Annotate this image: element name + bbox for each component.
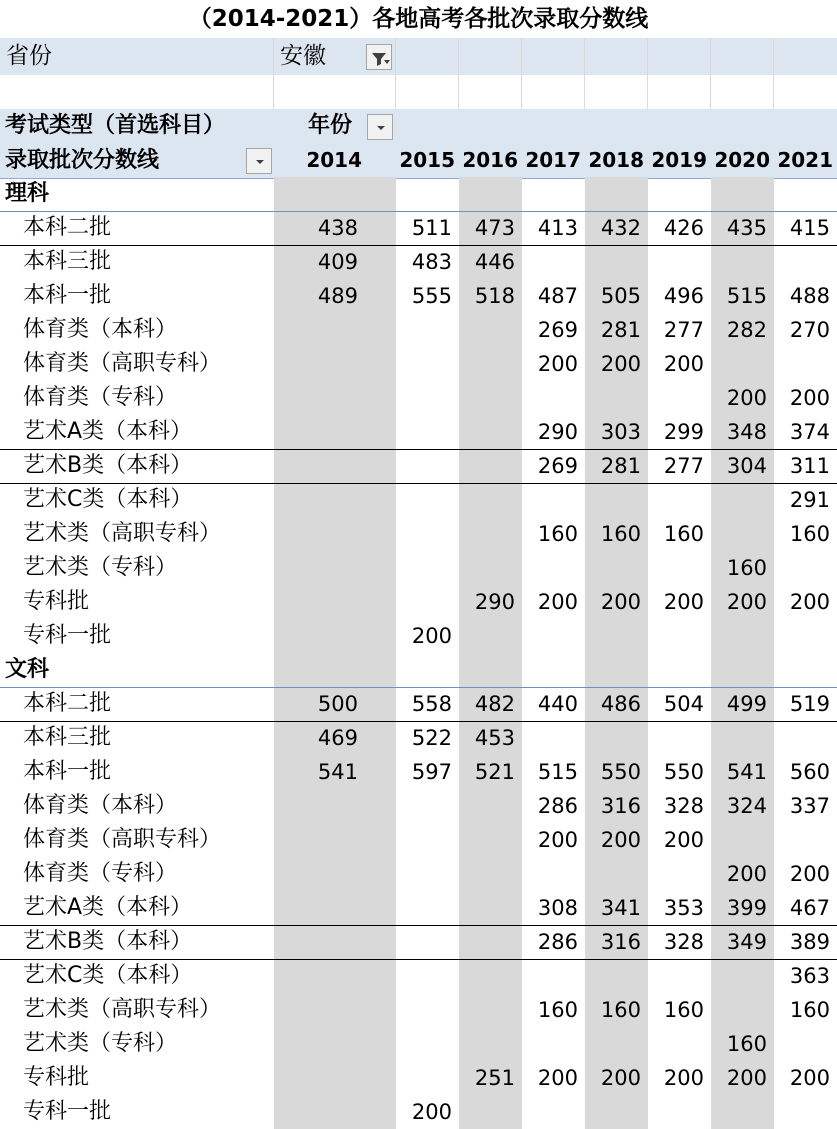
score-cell[interactable]: 200 bbox=[411, 624, 452, 648]
year-header: 2019 bbox=[651, 148, 707, 172]
table-row[interactable] bbox=[0, 551, 837, 585]
score-cell[interactable] bbox=[396, 517, 459, 551]
score-cell[interactable] bbox=[459, 347, 522, 381]
score-cell[interactable]: 519 bbox=[789, 692, 830, 716]
score-cell[interactable]: 432 bbox=[585, 211, 648, 245]
table-row[interactable] bbox=[0, 721, 837, 755]
score-cell[interactable]: 489 bbox=[274, 279, 396, 313]
score-cell[interactable] bbox=[522, 245, 585, 279]
score-cell[interactable]: 200 bbox=[789, 386, 830, 410]
table-row[interactable] bbox=[0, 381, 837, 415]
score-cell[interactable]: 558 bbox=[411, 692, 452, 716]
table-row[interactable] bbox=[0, 313, 837, 347]
score-cell[interactable] bbox=[522, 959, 585, 993]
table-row[interactable] bbox=[0, 619, 837, 653]
score-cell[interactable] bbox=[459, 993, 522, 1027]
score-cell[interactable]: 389 bbox=[789, 930, 830, 954]
score-cell[interactable]: 200 bbox=[711, 381, 774, 415]
score-cell[interactable] bbox=[459, 891, 522, 925]
score-cell[interactable]: 200 bbox=[411, 1100, 452, 1124]
score-cell[interactable] bbox=[459, 1027, 522, 1061]
blank-row bbox=[0, 75, 837, 109]
batch-label: 体育类（高职专科） bbox=[23, 827, 222, 852]
table-row[interactable] bbox=[0, 415, 837, 449]
score-cell[interactable] bbox=[274, 857, 396, 891]
table-row[interactable] bbox=[0, 585, 837, 619]
batch-label: 体育类（本科） bbox=[23, 793, 178, 818]
score-cell[interactable]: 453 bbox=[459, 721, 522, 755]
batch-label: 本科二批 bbox=[23, 691, 112, 716]
score-cell[interactable]: 308 bbox=[537, 896, 578, 920]
batch-label: 艺术类（高职专科） bbox=[23, 997, 222, 1022]
table-row[interactable] bbox=[0, 891, 837, 925]
row-divider bbox=[0, 211, 837, 212]
score-cell[interactable]: 446 bbox=[459, 245, 522, 279]
score-cell[interactable] bbox=[274, 517, 396, 551]
score-cell[interactable]: 200 bbox=[663, 1066, 704, 1090]
year-field-header: 年份 bbox=[308, 113, 353, 138]
score-cell[interactable]: 555 bbox=[411, 284, 452, 308]
score-cell[interactable] bbox=[274, 1061, 396, 1095]
score-cell[interactable] bbox=[711, 245, 774, 279]
score-cell[interactable]: 328 bbox=[663, 930, 704, 954]
score-cell[interactable]: 337 bbox=[789, 794, 830, 818]
score-cell[interactable]: 499 bbox=[711, 687, 774, 721]
filter-active-icon[interactable] bbox=[366, 44, 392, 70]
score-cell[interactable] bbox=[274, 449, 396, 483]
sheet-title: （2014-2021）各地高考各批次录取分数线 bbox=[188, 6, 649, 32]
score-cell[interactable]: 200 bbox=[663, 828, 704, 852]
score-cell[interactable] bbox=[459, 551, 522, 585]
score-cell[interactable]: 473 bbox=[459, 211, 522, 245]
group-label: 理科 bbox=[5, 181, 50, 206]
score-cell[interactable] bbox=[396, 857, 459, 891]
score-cell[interactable] bbox=[459, 449, 522, 483]
score-cell[interactable]: 200 bbox=[663, 590, 704, 614]
score-cell[interactable]: 505 bbox=[585, 279, 648, 313]
score-cell[interactable] bbox=[711, 993, 774, 1027]
score-cell[interactable] bbox=[774, 823, 837, 857]
score-cell[interactable] bbox=[396, 381, 459, 415]
filter-label: 省份 bbox=[0, 38, 274, 75]
score-cell[interactable] bbox=[585, 1027, 648, 1061]
score-cell[interactable]: 200 bbox=[711, 857, 774, 891]
batch-label: 本科一批 bbox=[23, 759, 112, 784]
batch-label: 专科一批 bbox=[23, 623, 112, 648]
batch-label: 本科二批 bbox=[23, 215, 112, 240]
row-divider bbox=[0, 925, 837, 926]
score-cell[interactable]: 270 bbox=[789, 318, 830, 342]
filter-value: 安徽 bbox=[280, 43, 326, 69]
score-cell[interactable]: 200 bbox=[537, 1066, 578, 1090]
table-row[interactable] bbox=[0, 449, 837, 483]
score-cell[interactable] bbox=[585, 619, 648, 653]
batch-label: 专科批 bbox=[23, 1065, 90, 1090]
score-cell[interactable]: 160 bbox=[585, 993, 648, 1027]
batch-field-header: 录取批次分数线 bbox=[5, 148, 160, 173]
score-cell[interactable]: 324 bbox=[711, 789, 774, 823]
batch-label: 体育类（本科） bbox=[23, 317, 178, 342]
score-cell[interactable] bbox=[585, 483, 648, 517]
score-cell[interactable]: 200 bbox=[537, 828, 578, 852]
year-header: 2016 bbox=[462, 148, 518, 172]
score-cell[interactable]: 328 bbox=[663, 794, 704, 818]
score-cell[interactable]: 160 bbox=[585, 517, 648, 551]
group-row[interactable] bbox=[0, 177, 837, 211]
score-cell[interactable]: 304 bbox=[711, 449, 774, 483]
score-cell[interactable]: 482 bbox=[459, 687, 522, 721]
score-cell[interactable] bbox=[396, 823, 459, 857]
score-cell[interactable]: 277 bbox=[663, 454, 704, 478]
score-cell[interactable]: 286 bbox=[537, 930, 578, 954]
score-cell[interactable] bbox=[459, 959, 522, 993]
batch-label: 体育类（高职专科） bbox=[23, 351, 222, 376]
score-cell[interactable] bbox=[648, 959, 711, 993]
score-cell[interactable] bbox=[396, 993, 459, 1027]
score-cell[interactable] bbox=[396, 789, 459, 823]
score-cell[interactable]: 200 bbox=[789, 862, 830, 886]
batch-dropdown-icon[interactable] bbox=[246, 148, 272, 174]
exam-type-header: 考试类型（首选科目） bbox=[5, 113, 226, 138]
score-cell[interactable]: 200 bbox=[789, 1066, 830, 1090]
score-cell[interactable] bbox=[711, 959, 774, 993]
filter-row bbox=[0, 38, 837, 75]
score-cell[interactable] bbox=[459, 789, 522, 823]
score-cell[interactable] bbox=[522, 619, 585, 653]
table-row[interactable] bbox=[0, 1061, 837, 1095]
score-cell[interactable]: 160 bbox=[663, 522, 704, 546]
score-cell[interactable]: 413 bbox=[537, 216, 578, 240]
score-cell[interactable] bbox=[585, 245, 648, 279]
batch-label: 艺术A类（本科） bbox=[23, 419, 193, 444]
header-row-1 bbox=[0, 109, 837, 143]
score-cell[interactable] bbox=[648, 721, 711, 755]
score-cell[interactable] bbox=[648, 619, 711, 653]
score-cell[interactable] bbox=[459, 1095, 522, 1129]
score-cell[interactable] bbox=[459, 857, 522, 891]
score-cell[interactable] bbox=[396, 347, 459, 381]
score-cell[interactable]: 597 bbox=[411, 760, 452, 784]
score-cell[interactable] bbox=[396, 1061, 459, 1095]
score-cell[interactable] bbox=[274, 823, 396, 857]
score-cell[interactable]: 281 bbox=[585, 313, 648, 347]
score-cell[interactable] bbox=[396, 551, 459, 585]
score-cell[interactable]: 160 bbox=[537, 522, 578, 546]
batch-label: 本科一批 bbox=[23, 283, 112, 308]
score-cell[interactable]: 349 bbox=[711, 925, 774, 959]
row-divider bbox=[0, 959, 837, 960]
score-cell[interactable]: 286 bbox=[537, 794, 578, 818]
score-cell[interactable]: 160 bbox=[789, 998, 830, 1022]
score-cell[interactable]: 200 bbox=[711, 585, 774, 619]
score-cell[interactable]: 160 bbox=[663, 998, 704, 1022]
score-cell[interactable] bbox=[774, 1027, 837, 1061]
batch-label: 艺术B类（本科） bbox=[23, 453, 193, 478]
score-cell[interactable] bbox=[585, 1095, 648, 1129]
header-row-2 bbox=[0, 143, 837, 179]
batch-label: 本科三批 bbox=[23, 249, 112, 274]
score-cell[interactable] bbox=[774, 619, 837, 653]
score-cell[interactable]: 290 bbox=[459, 585, 522, 619]
score-cell[interactable] bbox=[711, 1095, 774, 1129]
score-cell[interactable]: 415 bbox=[789, 216, 830, 240]
score-cell[interactable] bbox=[274, 415, 396, 449]
score-cell[interactable]: 522 bbox=[411, 726, 452, 750]
score-cell[interactable] bbox=[522, 381, 585, 415]
score-cell[interactable] bbox=[396, 449, 459, 483]
score-cell[interactable] bbox=[459, 381, 522, 415]
score-cell[interactable]: 200 bbox=[537, 590, 578, 614]
score-cell[interactable]: 281 bbox=[585, 449, 648, 483]
table-row[interactable] bbox=[0, 789, 837, 823]
score-cell[interactable]: 269 bbox=[537, 454, 578, 478]
score-cell[interactable] bbox=[522, 551, 585, 585]
batch-label: 专科一批 bbox=[23, 1099, 112, 1124]
score-cell[interactable]: 341 bbox=[585, 891, 648, 925]
score-cell[interactable]: 353 bbox=[663, 896, 704, 920]
table-row[interactable] bbox=[0, 347, 837, 381]
score-cell[interactable] bbox=[711, 483, 774, 517]
score-cell[interactable]: 160 bbox=[789, 522, 830, 546]
score-cell[interactable] bbox=[711, 517, 774, 551]
score-cell[interactable] bbox=[459, 313, 522, 347]
score-cell[interactable]: 541 bbox=[274, 755, 396, 789]
table-row[interactable] bbox=[0, 1027, 837, 1061]
score-cell[interactable]: 316 bbox=[585, 789, 648, 823]
score-cell[interactable]: 488 bbox=[789, 284, 830, 308]
score-cell[interactable] bbox=[396, 959, 459, 993]
row-divider bbox=[0, 687, 837, 688]
batch-label: 艺术类（高职专科） bbox=[23, 521, 222, 546]
score-cell[interactable]: 515 bbox=[711, 279, 774, 313]
row-divider bbox=[0, 245, 837, 246]
score-cell[interactable] bbox=[396, 1027, 459, 1061]
batch-label: 艺术B类（本科） bbox=[23, 929, 193, 954]
year-header: 2018 bbox=[588, 148, 644, 172]
score-cell[interactable] bbox=[274, 789, 396, 823]
batch-label: 艺术类（专科） bbox=[23, 1031, 178, 1056]
score-cell[interactable] bbox=[459, 619, 522, 653]
score-cell[interactable]: 251 bbox=[459, 1061, 522, 1095]
score-cell[interactable]: 550 bbox=[585, 755, 648, 789]
score-cell[interactable] bbox=[522, 1027, 585, 1061]
score-cell[interactable]: 269 bbox=[537, 318, 578, 342]
table-row[interactable] bbox=[0, 925, 837, 959]
table-row[interactable] bbox=[0, 1095, 837, 1129]
score-cell[interactable]: 160 bbox=[537, 998, 578, 1022]
score-cell[interactable]: 200 bbox=[789, 590, 830, 614]
score-cell[interactable] bbox=[648, 381, 711, 415]
score-cell[interactable] bbox=[774, 347, 837, 381]
score-cell[interactable] bbox=[274, 1027, 396, 1061]
score-cell[interactable]: 316 bbox=[585, 925, 648, 959]
score-cell[interactable] bbox=[396, 585, 459, 619]
table-row[interactable] bbox=[0, 517, 837, 551]
score-cell[interactable]: 303 bbox=[585, 415, 648, 449]
row-divider bbox=[0, 449, 837, 450]
score-cell[interactable] bbox=[648, 551, 711, 585]
score-cell[interactable] bbox=[459, 415, 522, 449]
score-cell[interactable] bbox=[522, 857, 585, 891]
score-cell[interactable] bbox=[648, 857, 711, 891]
score-cell[interactable] bbox=[522, 1095, 585, 1129]
score-cell[interactable] bbox=[774, 1095, 837, 1129]
score-cell[interactable] bbox=[711, 721, 774, 755]
score-cell[interactable] bbox=[274, 585, 396, 619]
score-cell[interactable]: 277 bbox=[663, 318, 704, 342]
score-cell[interactable]: 426 bbox=[663, 216, 704, 240]
score-cell[interactable]: 291 bbox=[789, 488, 830, 512]
score-cell[interactable] bbox=[274, 483, 396, 517]
score-cell[interactable]: 511 bbox=[411, 216, 452, 240]
score-cell[interactable] bbox=[585, 721, 648, 755]
score-cell[interactable] bbox=[459, 925, 522, 959]
score-cell[interactable] bbox=[648, 1095, 711, 1129]
score-cell[interactable] bbox=[274, 347, 396, 381]
score-cell[interactable]: 200 bbox=[585, 823, 648, 857]
score-cell[interactable]: 200 bbox=[585, 585, 648, 619]
score-cell[interactable]: 541 bbox=[711, 755, 774, 789]
score-cell[interactable]: 487 bbox=[537, 284, 578, 308]
score-cell[interactable]: 399 bbox=[711, 891, 774, 925]
score-cell[interactable] bbox=[585, 381, 648, 415]
score-cell[interactable] bbox=[274, 925, 396, 959]
score-cell[interactable] bbox=[274, 959, 396, 993]
score-cell[interactable] bbox=[396, 313, 459, 347]
score-cell[interactable] bbox=[396, 891, 459, 925]
table-row[interactable] bbox=[0, 483, 837, 517]
table-row[interactable] bbox=[0, 279, 837, 313]
score-cell[interactable]: 486 bbox=[585, 687, 648, 721]
table-row[interactable] bbox=[0, 687, 837, 721]
score-cell[interactable]: 435 bbox=[711, 211, 774, 245]
score-cell[interactable]: 409 bbox=[274, 245, 396, 279]
batch-label: 艺术A类（本科） bbox=[23, 895, 193, 920]
score-cell[interactable] bbox=[396, 415, 459, 449]
score-cell[interactable] bbox=[459, 483, 522, 517]
score-cell[interactable]: 200 bbox=[663, 352, 704, 376]
score-cell[interactable]: 299 bbox=[663, 420, 704, 444]
score-cell[interactable] bbox=[711, 347, 774, 381]
batch-label: 专科批 bbox=[23, 589, 90, 614]
score-cell[interactable] bbox=[585, 551, 648, 585]
score-cell[interactable]: 363 bbox=[789, 964, 830, 988]
batch-label: 艺术C类（本科） bbox=[23, 963, 193, 988]
score-cell[interactable]: 440 bbox=[537, 692, 578, 716]
table-row[interactable] bbox=[0, 857, 837, 891]
score-cell[interactable]: 560 bbox=[789, 760, 830, 784]
year-dropdown-icon[interactable] bbox=[367, 114, 393, 140]
score-cell[interactable]: 200 bbox=[585, 1061, 648, 1095]
batch-label: 体育类（专科） bbox=[23, 385, 178, 410]
year-header: 2015 bbox=[399, 148, 455, 172]
score-cell[interactable]: 282 bbox=[711, 313, 774, 347]
score-cell[interactable] bbox=[459, 823, 522, 857]
table-row[interactable] bbox=[0, 993, 837, 1027]
batch-label: 本科三批 bbox=[23, 725, 112, 750]
filter-value-cell[interactable] bbox=[274, 38, 396, 75]
batch-label: 艺术类（专科） bbox=[23, 555, 178, 580]
score-cell[interactable] bbox=[774, 245, 837, 279]
score-cell[interactable] bbox=[648, 483, 711, 517]
score-cell[interactable] bbox=[648, 1027, 711, 1061]
score-cell[interactable]: 438 bbox=[274, 211, 396, 245]
row-divider bbox=[0, 721, 837, 722]
score-cell[interactable]: 200 bbox=[711, 1061, 774, 1095]
score-cell[interactable]: 496 bbox=[663, 284, 704, 308]
year-header: 2017 bbox=[525, 148, 581, 172]
score-cell[interactable] bbox=[522, 721, 585, 755]
score-cell[interactable] bbox=[585, 857, 648, 891]
score-cell[interactable]: 290 bbox=[537, 420, 578, 444]
score-cell[interactable] bbox=[774, 551, 837, 585]
score-cell[interactable] bbox=[774, 721, 837, 755]
batch-label: 艺术C类（本科） bbox=[23, 487, 193, 512]
score-cell[interactable] bbox=[522, 483, 585, 517]
batch-label: 体育类（专科） bbox=[23, 861, 178, 886]
score-cell[interactable] bbox=[274, 313, 396, 347]
group-row[interactable] bbox=[0, 653, 837, 687]
table-row[interactable] bbox=[0, 755, 837, 789]
score-cell[interactable] bbox=[396, 925, 459, 959]
score-cell[interactable] bbox=[274, 993, 396, 1027]
score-cell[interactable] bbox=[274, 1095, 396, 1129]
score-cell[interactable]: 521 bbox=[459, 755, 522, 789]
table-row[interactable] bbox=[0, 245, 837, 279]
score-cell[interactable] bbox=[274, 551, 396, 585]
score-cell[interactable]: 483 bbox=[411, 250, 452, 274]
year-header: 2014 bbox=[306, 148, 362, 172]
score-cell[interactable]: 500 bbox=[274, 687, 396, 721]
score-cell[interactable] bbox=[711, 823, 774, 857]
score-cell[interactable]: 467 bbox=[789, 896, 830, 920]
score-cell[interactable] bbox=[711, 619, 774, 653]
score-cell[interactable]: 348 bbox=[711, 415, 774, 449]
table-row[interactable] bbox=[0, 959, 837, 993]
table-row[interactable] bbox=[0, 823, 837, 857]
score-cell[interactable]: 504 bbox=[663, 692, 704, 716]
score-cell[interactable] bbox=[274, 619, 396, 653]
year-header: 2020 bbox=[714, 148, 770, 172]
score-cell[interactable] bbox=[396, 483, 459, 517]
score-cell[interactable]: 160 bbox=[711, 1027, 774, 1061]
table-row[interactable] bbox=[0, 211, 837, 245]
score-cell[interactable]: 311 bbox=[789, 454, 830, 478]
score-cell[interactable] bbox=[585, 959, 648, 993]
score-cell[interactable]: 518 bbox=[459, 279, 522, 313]
score-cell[interactable]: 515 bbox=[537, 760, 578, 784]
score-cell[interactable]: 469 bbox=[274, 721, 396, 755]
score-cell[interactable]: 374 bbox=[789, 420, 830, 444]
year-header: 2021 bbox=[777, 148, 833, 172]
score-cell[interactable] bbox=[459, 517, 522, 551]
score-cell[interactable]: 200 bbox=[537, 352, 578, 376]
score-cell[interactable]: 200 bbox=[585, 347, 648, 381]
score-cell[interactable] bbox=[274, 381, 396, 415]
score-cell[interactable]: 160 bbox=[711, 551, 774, 585]
score-cell[interactable] bbox=[648, 245, 711, 279]
score-cell[interactable] bbox=[274, 891, 396, 925]
group-label: 文科 bbox=[5, 657, 50, 682]
score-cell[interactable]: 550 bbox=[663, 760, 704, 784]
row-divider bbox=[0, 483, 837, 484]
